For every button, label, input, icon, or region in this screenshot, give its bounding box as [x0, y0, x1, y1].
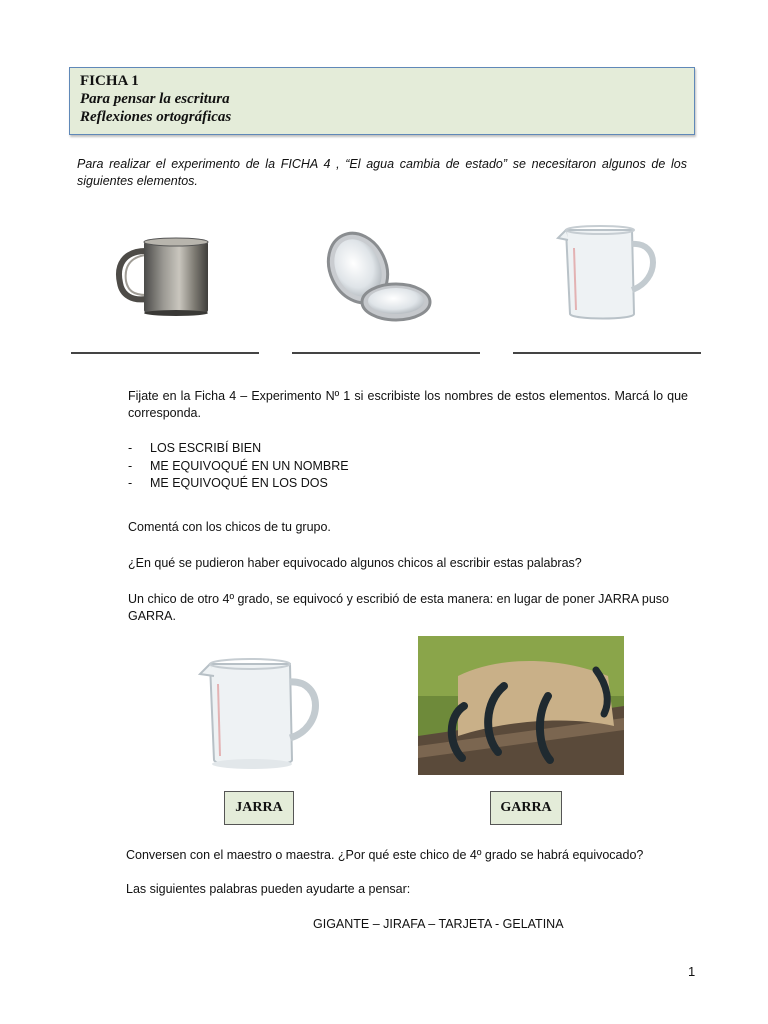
- answer-line-3[interactable]: [513, 352, 701, 354]
- glass-jug-image-large: [186, 648, 326, 774]
- instruction-paragraph: Fijate en la Ficha 4 – Experimento Nº 1 si escribiste los nombres de estos elementos. Marcá lo que corresponda.: [128, 389, 688, 420]
- group-comment-text: Comentá con los chicos de tu grupo.: [128, 520, 331, 534]
- label-jarra: JARRA: [224, 791, 294, 825]
- answer-line-2[interactable]: [292, 352, 480, 354]
- metal-mug-image: [110, 225, 220, 325]
- glass-jug-image: [552, 218, 664, 326]
- option-item-2[interactable]: [128, 458, 528, 475]
- question-text: ¿En qué se pudieron haber equivocado algunos chicos al escribir estas palabras?: [128, 556, 582, 570]
- discussion-text: Conversen con el maestro o maestra. ¿Por qué este chico de 4º grado se habrá equivocado?: [126, 848, 644, 862]
- helper-words: GIGANTE – JIRAFA – TARJETA - GELATINA: [313, 917, 564, 931]
- option-label: LOS ESCRIBÍ BIEN: [150, 441, 262, 455]
- example-text: Un chico de otro 4º grado, se equivocó y escribió de esta manera: en lugar de poner JARRA puso GARRA.: [128, 592, 669, 623]
- worksheet-subtitle-2: Reflexiones ortográficas: [80, 109, 232, 125]
- intro-paragraph: Para realizar el experimento de la FICHA 4 , “El agua cambia de estado” se necesitaron algunos de los siguientes elementos.: [77, 157, 687, 188]
- worksheet-header: [69, 67, 695, 135]
- option-item-1[interactable]: [128, 440, 528, 457]
- helper-text: Las siguientes palabras pueden ayudarte a pensar:: [126, 882, 411, 896]
- label-garra: GARRA: [490, 791, 562, 825]
- list-dash: -: [128, 441, 133, 455]
- list-dash: -: [128, 459, 133, 473]
- compact-mirror-image: [318, 224, 438, 328]
- option-item-3[interactable]: [128, 475, 528, 492]
- bird-claw-photo: [418, 636, 624, 775]
- list-dash: -: [128, 476, 133, 490]
- option-label: ME EQUIVOQUÉ EN UN NOMBRE: [150, 459, 349, 473]
- option-label: ME EQUIVOQUÉ EN LOS DOS: [150, 476, 328, 490]
- worksheet-subtitle-1: Para pensar la escritura: [80, 91, 230, 107]
- answer-line-1[interactable]: [71, 352, 259, 354]
- worksheet-title: FICHA 1: [80, 73, 139, 89]
- page-number: 1: [688, 964, 696, 979]
